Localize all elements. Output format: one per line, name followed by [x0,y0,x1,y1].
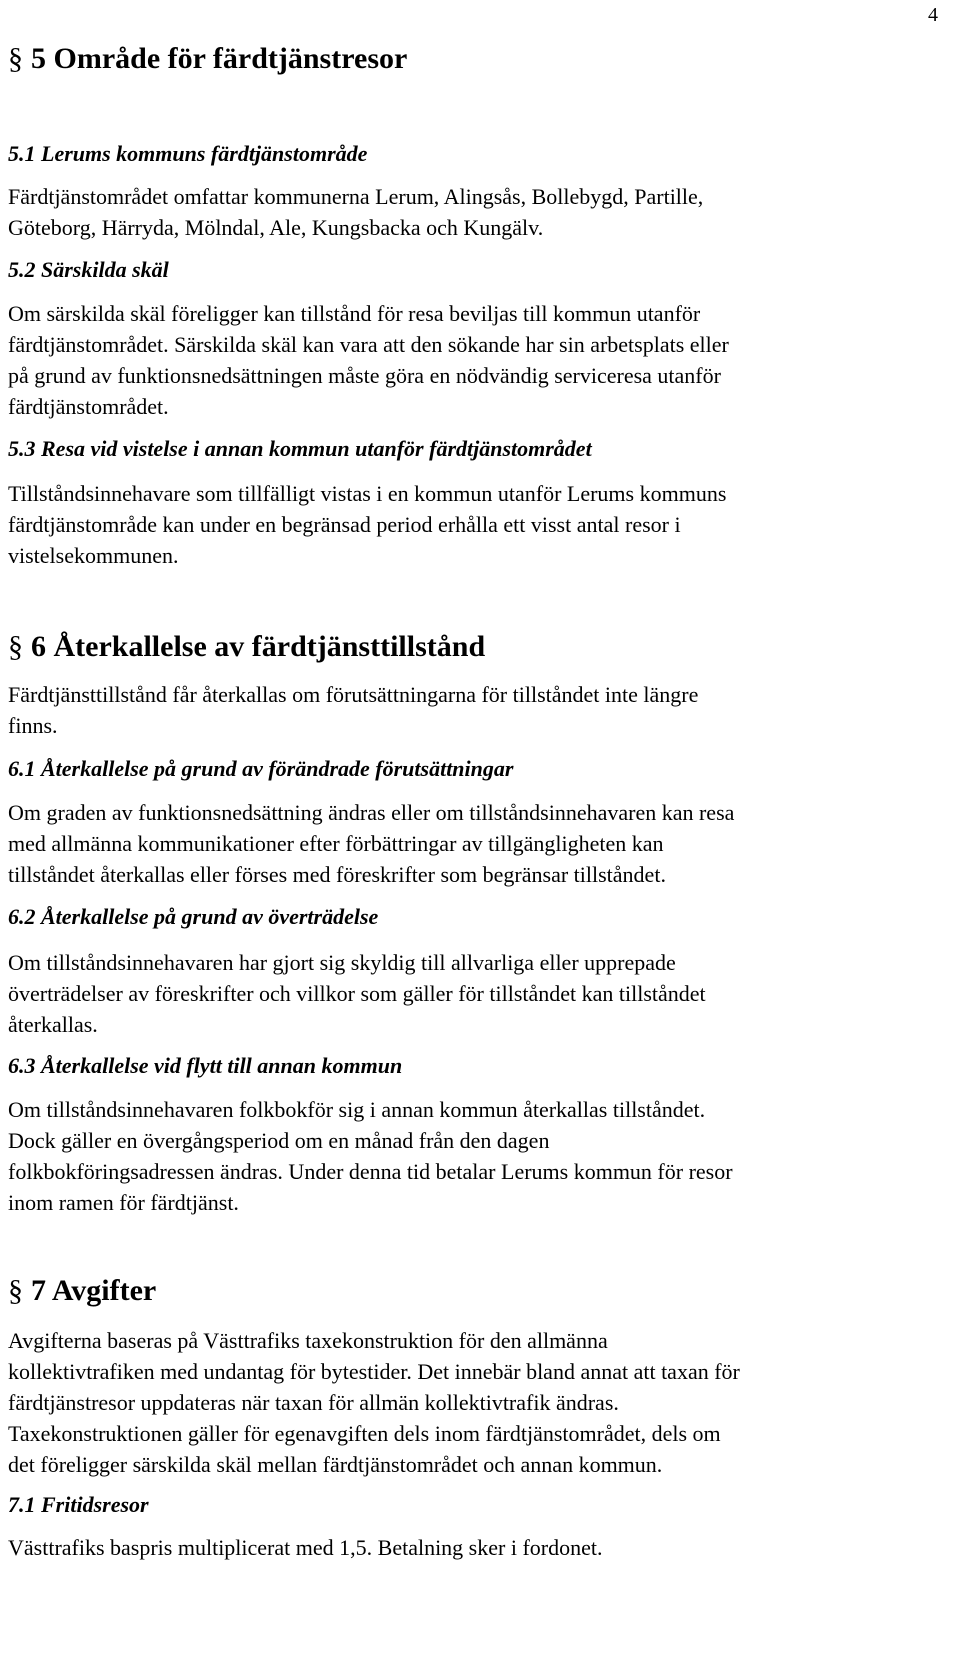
text-line: folkbokföringsadressen ändras. Under denna tid betalar Lerums kommun för resor [8,1159,733,1184]
text-line: det föreligger särskilda skäl mellan färdtjänstområdet och annan kommun. [8,1452,663,1477]
subsection-5-3-heading: 5.3 Resa vid vistelse i annan kommun utanför färdtjänstområdet [8,436,592,461]
text-line: inom ramen för färdtjänst. [8,1190,239,1215]
text-line: färdtjänstområde kan under en begränsad period erhålla ett visst antal resor i [8,512,681,537]
section-5-heading [8,42,407,76]
section-symbol: § [8,630,23,663]
subsection-7-1-heading: 7.1 Fritidsresor [8,1492,149,1517]
text-line: färdtjänstområdet. [8,394,169,419]
section-6-text [8,679,948,741]
text-line: färdtjänstområdet. Särskilda skäl kan vara att den sökande har sin arbetsplats eller [8,332,729,357]
section-symbol: § [8,42,23,75]
subsection-6-2-heading: 6.2 Återkallelse på grund av överträdelse [8,904,379,929]
text-line: Om graden av funktionsnedsättning ändras eller om tillståndsinnehavaren kan resa [8,800,735,825]
subsection-6-3-text [8,1094,948,1218]
subsection-5-3-text [8,478,948,571]
text-line: Dock gäller en övergångsperiod om en månad från den dagen [8,1128,550,1153]
subsection-5-1-text [8,181,948,243]
section-symbol: § [8,1274,23,1307]
text-line: Avgifterna baseras på Västtrafiks taxekonstruktion för den allmänna [8,1328,608,1353]
text-line: Taxekonstruktionen gäller för egenavgiften dels inom färdtjänstområdet, dels om [8,1421,721,1446]
subsection-5-2-text [8,298,948,422]
subsection-7-1-text [8,1532,948,1563]
page-number: 4 [928,4,938,26]
text-line: återkallas. [8,1012,98,1037]
section-6-title: 6 Återkallelse av färdtjänsttillstånd [31,630,486,663]
text-line: Om tillståndsinnehavaren folkbokför sig i annan kommun återkallas tillståndet. [8,1097,706,1122]
text-line: vistelsekommunen. [8,543,179,568]
text-line: Om tillståndsinnehavaren har gjort sig skyldig till allvarliga eller upprepade [8,950,676,975]
subsection-6-1-heading: 6.1 Återkallelse på grund av förändrade förutsättningar [8,756,514,781]
text-line: Västtrafiks baspris multiplicerat med 1,5. Betalning sker i fordonet. [8,1535,603,1560]
text-line: färdtjänstresor uppdateras när taxan för allmän kollektivtrafik ändras. [8,1390,619,1415]
text-line: tillståndet återkallas eller förses med föreskrifter som begränsar tillståndet. [8,862,666,887]
text-line: med allmänna kommunikationer efter förbättringar av tillgängligheten kan [8,831,664,856]
text-line: Göteborg, Härryda, Mölndal, Ale, Kungsbacka och Kungälv. [8,215,544,240]
subsection-5-2-heading: 5.2 Särskilda skäl [8,257,169,282]
section-6-heading [8,630,485,664]
text-line: överträdelser av föreskrifter och villkor som gäller för tillståndet kan tillståndet [8,981,706,1006]
section-7-text [8,1325,948,1480]
text-line: kollektivtrafiken med undantag för bytestider. Det innebär bland annat att taxan för [8,1359,740,1384]
section-7-heading [8,1274,156,1308]
text-line: Tillståndsinnehavare som tillfälligt vistas i en kommun utanför Lerums kommuns [8,481,727,506]
section-5-title: 5 Område för färdtjänstresor [31,42,408,75]
subsection-5-1-heading: 5.1 Lerums kommuns färdtjänstområde [8,141,368,166]
subsection-6-2-text [8,947,948,1040]
subsection-6-1-text [8,797,948,890]
text-line: finns. [8,713,58,738]
text-line: Färdtjänstområdet omfattar kommunerna Lerum, Alingsås, Bollebygd, Partille, [8,184,704,209]
section-7-title: 7 Avgifter [31,1274,157,1307]
text-line: Om särskilda skäl föreligger kan tillstånd för resa beviljas till kommun utanför [8,301,701,326]
text-line: Färdtjänsttillstånd får återkallas om förutsättningarna för tillståndet inte längre [8,682,699,707]
subsection-6-3-heading: 6.3 Återkallelse vid flytt till annan kommun [8,1053,403,1078]
text-line: på grund av funktionsnedsättningen måste göra en nödvändig serviceresa utanför [8,363,721,388]
